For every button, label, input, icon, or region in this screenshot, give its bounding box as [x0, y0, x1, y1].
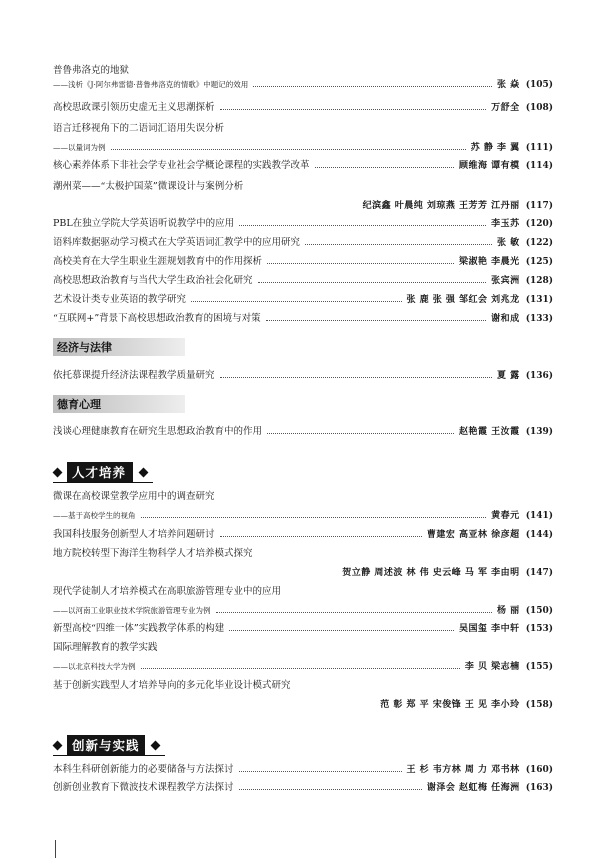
toc-entry	[53, 679, 553, 712]
entry-page: (155)	[525, 662, 553, 672]
leader-dots	[253, 85, 492, 87]
toc-entry	[53, 217, 553, 231]
section-title: 创新与实践	[72, 738, 140, 753]
leader-dots	[141, 516, 487, 518]
section-title-box	[67, 462, 133, 482]
entry-authors: 夏 露	[497, 371, 520, 381]
toc-entry	[53, 781, 553, 795]
toc-entry	[53, 369, 553, 383]
entry-authors: 赵艳霞 王汝霞	[459, 427, 520, 437]
entry-authors: 顾维海 谭有模	[459, 161, 520, 171]
entry-page: (150)	[525, 606, 553, 616]
entry-title: “互联网+”背景下高校思想政治教育的困境与对策	[53, 313, 261, 324]
entry-authors: 苏 静 李 翼	[470, 143, 520, 153]
section-underline	[53, 482, 153, 483]
leader-dots	[239, 788, 422, 790]
leader-dots	[216, 611, 493, 613]
margin-rule	[55, 840, 56, 858]
toc-entry	[53, 159, 553, 173]
entry-authors: 吴国玺 李中轩	[459, 624, 520, 634]
leader-dots	[258, 281, 487, 283]
entry-page: (133)	[525, 314, 553, 324]
entry-title: 艺术设计类专业英语的教学研究	[53, 294, 187, 305]
leader-dots	[141, 667, 460, 669]
toc-entry	[53, 763, 553, 777]
entry-authors: 黄春元	[491, 511, 520, 521]
toc-entry	[53, 101, 553, 115]
entry-page: (147)	[525, 568, 553, 578]
entry-title: 基于创新实践型人才培养导向的多元化毕业设计模式研究	[53, 680, 291, 691]
entry-subtitle: ——以河南工业职业技术学院旅游管理专业为例	[53, 606, 211, 615]
entry-authors: 张宾洲	[491, 276, 520, 286]
entry-authors: 万舒全	[491, 103, 520, 113]
entry-title: 浅谈心理健康教育在研究生思想政治教育中的作用	[53, 426, 263, 437]
toc-entry	[53, 641, 553, 674]
entry-authors: 纪滨鑫 叶晨纯 刘琼燕 王芳芳 江丹丽	[362, 201, 520, 211]
entry-authors: 曹建宏 高亚林 徐彦超	[426, 530, 520, 540]
toc-entry	[53, 425, 553, 439]
leader-dots	[239, 770, 402, 772]
entry-title: 核心素养体系下非社会学专业社会学概论课程的实践教学改革	[53, 160, 310, 171]
leader-dots	[220, 535, 422, 537]
leader-dots	[315, 166, 455, 168]
entry-title: 本科生科研创新能力的必要储备与方法探讨	[53, 764, 234, 775]
toc-entry	[53, 236, 553, 250]
diamond-icon	[139, 468, 149, 478]
diamond-icon	[53, 468, 63, 478]
diamond-icon	[151, 741, 161, 751]
entry-page: (108)	[525, 103, 553, 113]
entry-page: (139)	[525, 427, 553, 437]
entry-authors: 王 杉 韦方林 周 力 邓书林	[406, 765, 520, 775]
section-header-moral-psychology	[53, 395, 185, 413]
entry-authors: 张 敏	[497, 238, 520, 248]
diamond-icon	[53, 741, 63, 751]
entry-title: 依托慕课提升经济法课程教学质量研究	[53, 370, 215, 381]
entry-title: 地方院校转型下海洋生物科学人才培养模式探究	[53, 548, 253, 559]
entry-title: 我国科技服务创新型人才培养问题研讨	[53, 529, 215, 540]
entry-title: 现代学徒制人才培养模式在高职旅游管理专业中的应用	[53, 586, 282, 597]
entry-page: (120)	[525, 219, 553, 229]
entry-title: 高校思政课引领历史虚无主义思潮探析	[53, 102, 215, 113]
section-title: 经济与法律	[57, 341, 112, 354]
entry-authors: 张 鹿 张 强 邹红会 刘兆龙	[406, 295, 520, 305]
leader-dots	[191, 300, 402, 302]
leader-dots	[220, 376, 493, 378]
toc-entry	[53, 64, 553, 92]
toc-entry	[53, 622, 553, 636]
entry-authors: 杨 丽	[497, 606, 520, 616]
toc-entry	[53, 255, 553, 269]
entry-authors: 梁淑艳 李晨光	[459, 257, 520, 267]
toc-entry	[53, 547, 553, 580]
entry-title: 语料库数据驱动学习模式在大学英语词汇教学中的应用研究	[53, 237, 301, 248]
entry-authors: 李玉苏	[491, 219, 520, 229]
entry-title: 潮州菜——“太极护国菜”微课设计与案例分析	[53, 181, 244, 192]
entry-title: 普鲁弗洛克的地狱	[53, 65, 130, 76]
entry-subtitle: ——以量词为例	[53, 143, 106, 152]
leader-dots	[220, 108, 487, 110]
entry-title: 新型高校“四维一体”实践教学体系的构建	[53, 623, 225, 634]
leader-dots	[305, 243, 492, 245]
entry-title: PBL在独立学院大学英语听说教学中的应用	[53, 218, 235, 229]
section-header-innovation-practice	[53, 735, 165, 757]
leader-dots	[239, 224, 486, 226]
toc-entry	[53, 528, 553, 542]
toc-entry	[53, 274, 553, 288]
entry-authors: 范 彰 郑 平 宋俊锋 王 见 李小玲	[380, 700, 520, 710]
leader-dots	[111, 148, 466, 150]
entry-title: 语言迁移视角下的二语词汇语用失误分析	[53, 123, 225, 134]
toc-entry	[53, 585, 553, 618]
section-underline	[53, 755, 165, 756]
toc-entry	[53, 180, 553, 213]
entry-title: 微课在高校课堂教学应用中的调查研究	[53, 491, 215, 502]
entry-subtitle: ——浅析《J·阿尔弗雷德·普鲁弗洛克的情歌》中题记的效用	[53, 80, 249, 89]
section-title: 德育心理	[57, 398, 101, 411]
section-title: 人才培养	[72, 465, 127, 480]
entry-page: (160)	[525, 765, 553, 775]
entry-page: (144)	[525, 530, 553, 540]
leader-dots	[267, 262, 454, 264]
section-title-box	[67, 735, 145, 755]
entry-page: (158)	[525, 700, 553, 710]
leader-dots	[266, 319, 486, 321]
entry-page: (136)	[525, 371, 553, 381]
entry-page: (128)	[525, 276, 553, 286]
entry-authors: 李 贝 梁志楠	[464, 662, 520, 672]
entry-page: (141)	[525, 511, 553, 521]
entry-page: (122)	[525, 238, 553, 248]
entry-subtitle: ——以北京科技大学为例	[53, 662, 136, 671]
entry-page: (131)	[525, 295, 553, 305]
entry-page: (163)	[525, 783, 553, 793]
entry-subtitle: ——基于高校学生的视角	[53, 511, 136, 520]
entry-authors: 贺立静 周述波 林 伟 史云峰 马 军 李由明	[342, 568, 520, 578]
leader-dots	[229, 629, 454, 631]
entry-page: (111)	[525, 143, 553, 153]
toc-entry	[53, 293, 553, 307]
leader-dots	[267, 432, 454, 434]
entry-page: (153)	[525, 624, 553, 634]
entry-page: (117)	[525, 201, 553, 211]
entry-title: 国际理解教育的教学实践	[53, 642, 158, 653]
entry-title: 高校美育在大学生职业生涯规划教育中的作用探析	[53, 256, 263, 267]
entry-title: 高校思想政治教育与当代大学生政治社会化研究	[53, 275, 253, 286]
entry-authors: 张 焱	[497, 80, 520, 90]
entry-title: 创新创业教育下微波技术课程教学方法探讨	[53, 782, 234, 793]
entry-page: (125)	[525, 257, 553, 267]
toc-entry	[53, 122, 553, 155]
section-header-talent-cultivation	[53, 462, 153, 484]
toc-entry	[53, 490, 553, 523]
entry-authors: 谢和成	[491, 314, 520, 324]
entry-authors: 谢泽会 赵虹梅 任海洲	[426, 783, 520, 793]
toc-entry	[53, 312, 553, 326]
entry-page: (105)	[525, 80, 553, 90]
entry-page: (114)	[525, 161, 553, 171]
section-header-economy-law	[53, 338, 185, 356]
